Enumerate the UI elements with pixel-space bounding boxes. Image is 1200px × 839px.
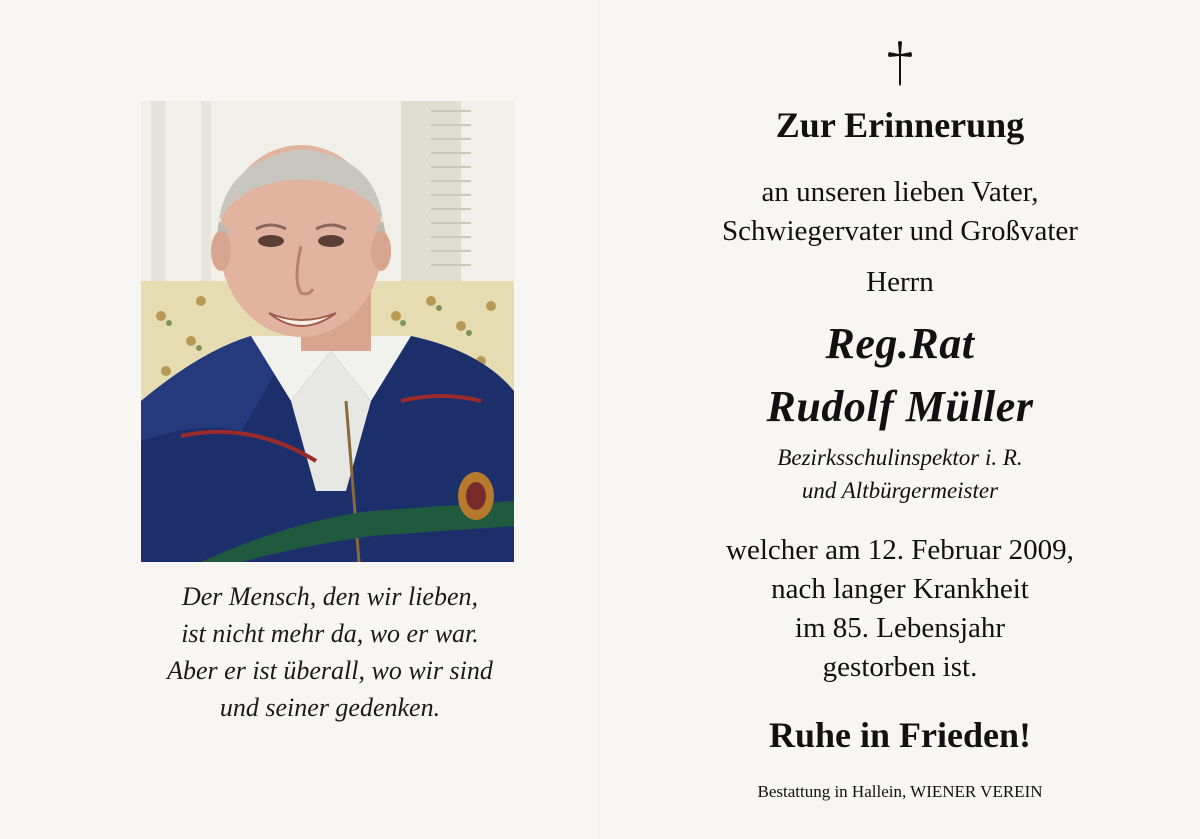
salutation: Herrn bbox=[866, 266, 934, 298]
quote-line: ist nicht mehr da, wo er war. bbox=[181, 619, 479, 648]
closing-phrase: Ruhe in Frieden! bbox=[768, 715, 1031, 755]
death-line: nach langer Krankheit bbox=[771, 573, 1029, 605]
memorial-quote bbox=[100, 578, 560, 726]
death-line: gestorben ist. bbox=[822, 651, 978, 683]
quote-line: Der Mensch, den wir lieben, bbox=[181, 582, 479, 611]
funeral-home: Bestattung in Hallein, WIENER VEREIN bbox=[757, 782, 1043, 801]
portrait-photo bbox=[141, 101, 514, 562]
death-line: im 85. Lebensjahr bbox=[794, 612, 1006, 644]
deceased-name: Rudolf Müller bbox=[766, 382, 1034, 431]
death-line: welcher am 12. Februar 2009, bbox=[726, 534, 1074, 566]
obituary-panel bbox=[600, 0, 1200, 839]
card-title: Zur Erinnerung bbox=[775, 105, 1025, 145]
cross-container bbox=[600, 40, 1200, 92]
card-fold-line bbox=[598, 0, 599, 839]
intro-line: an unseren lieben Vater, bbox=[761, 176, 1039, 208]
role-line: und Altbürgermeister bbox=[801, 478, 999, 503]
intro-line: Schwiegervater und Großvater bbox=[722, 215, 1078, 247]
role-line: Bezirksschulinspektor i. R. bbox=[777, 445, 1023, 470]
cross-icon bbox=[887, 40, 913, 88]
quote-line: und seiner gedenken. bbox=[219, 693, 441, 722]
quote-line: Aber er ist überall, wo wir sind bbox=[167, 656, 493, 685]
deceased-title: Reg.Rat bbox=[825, 319, 975, 368]
